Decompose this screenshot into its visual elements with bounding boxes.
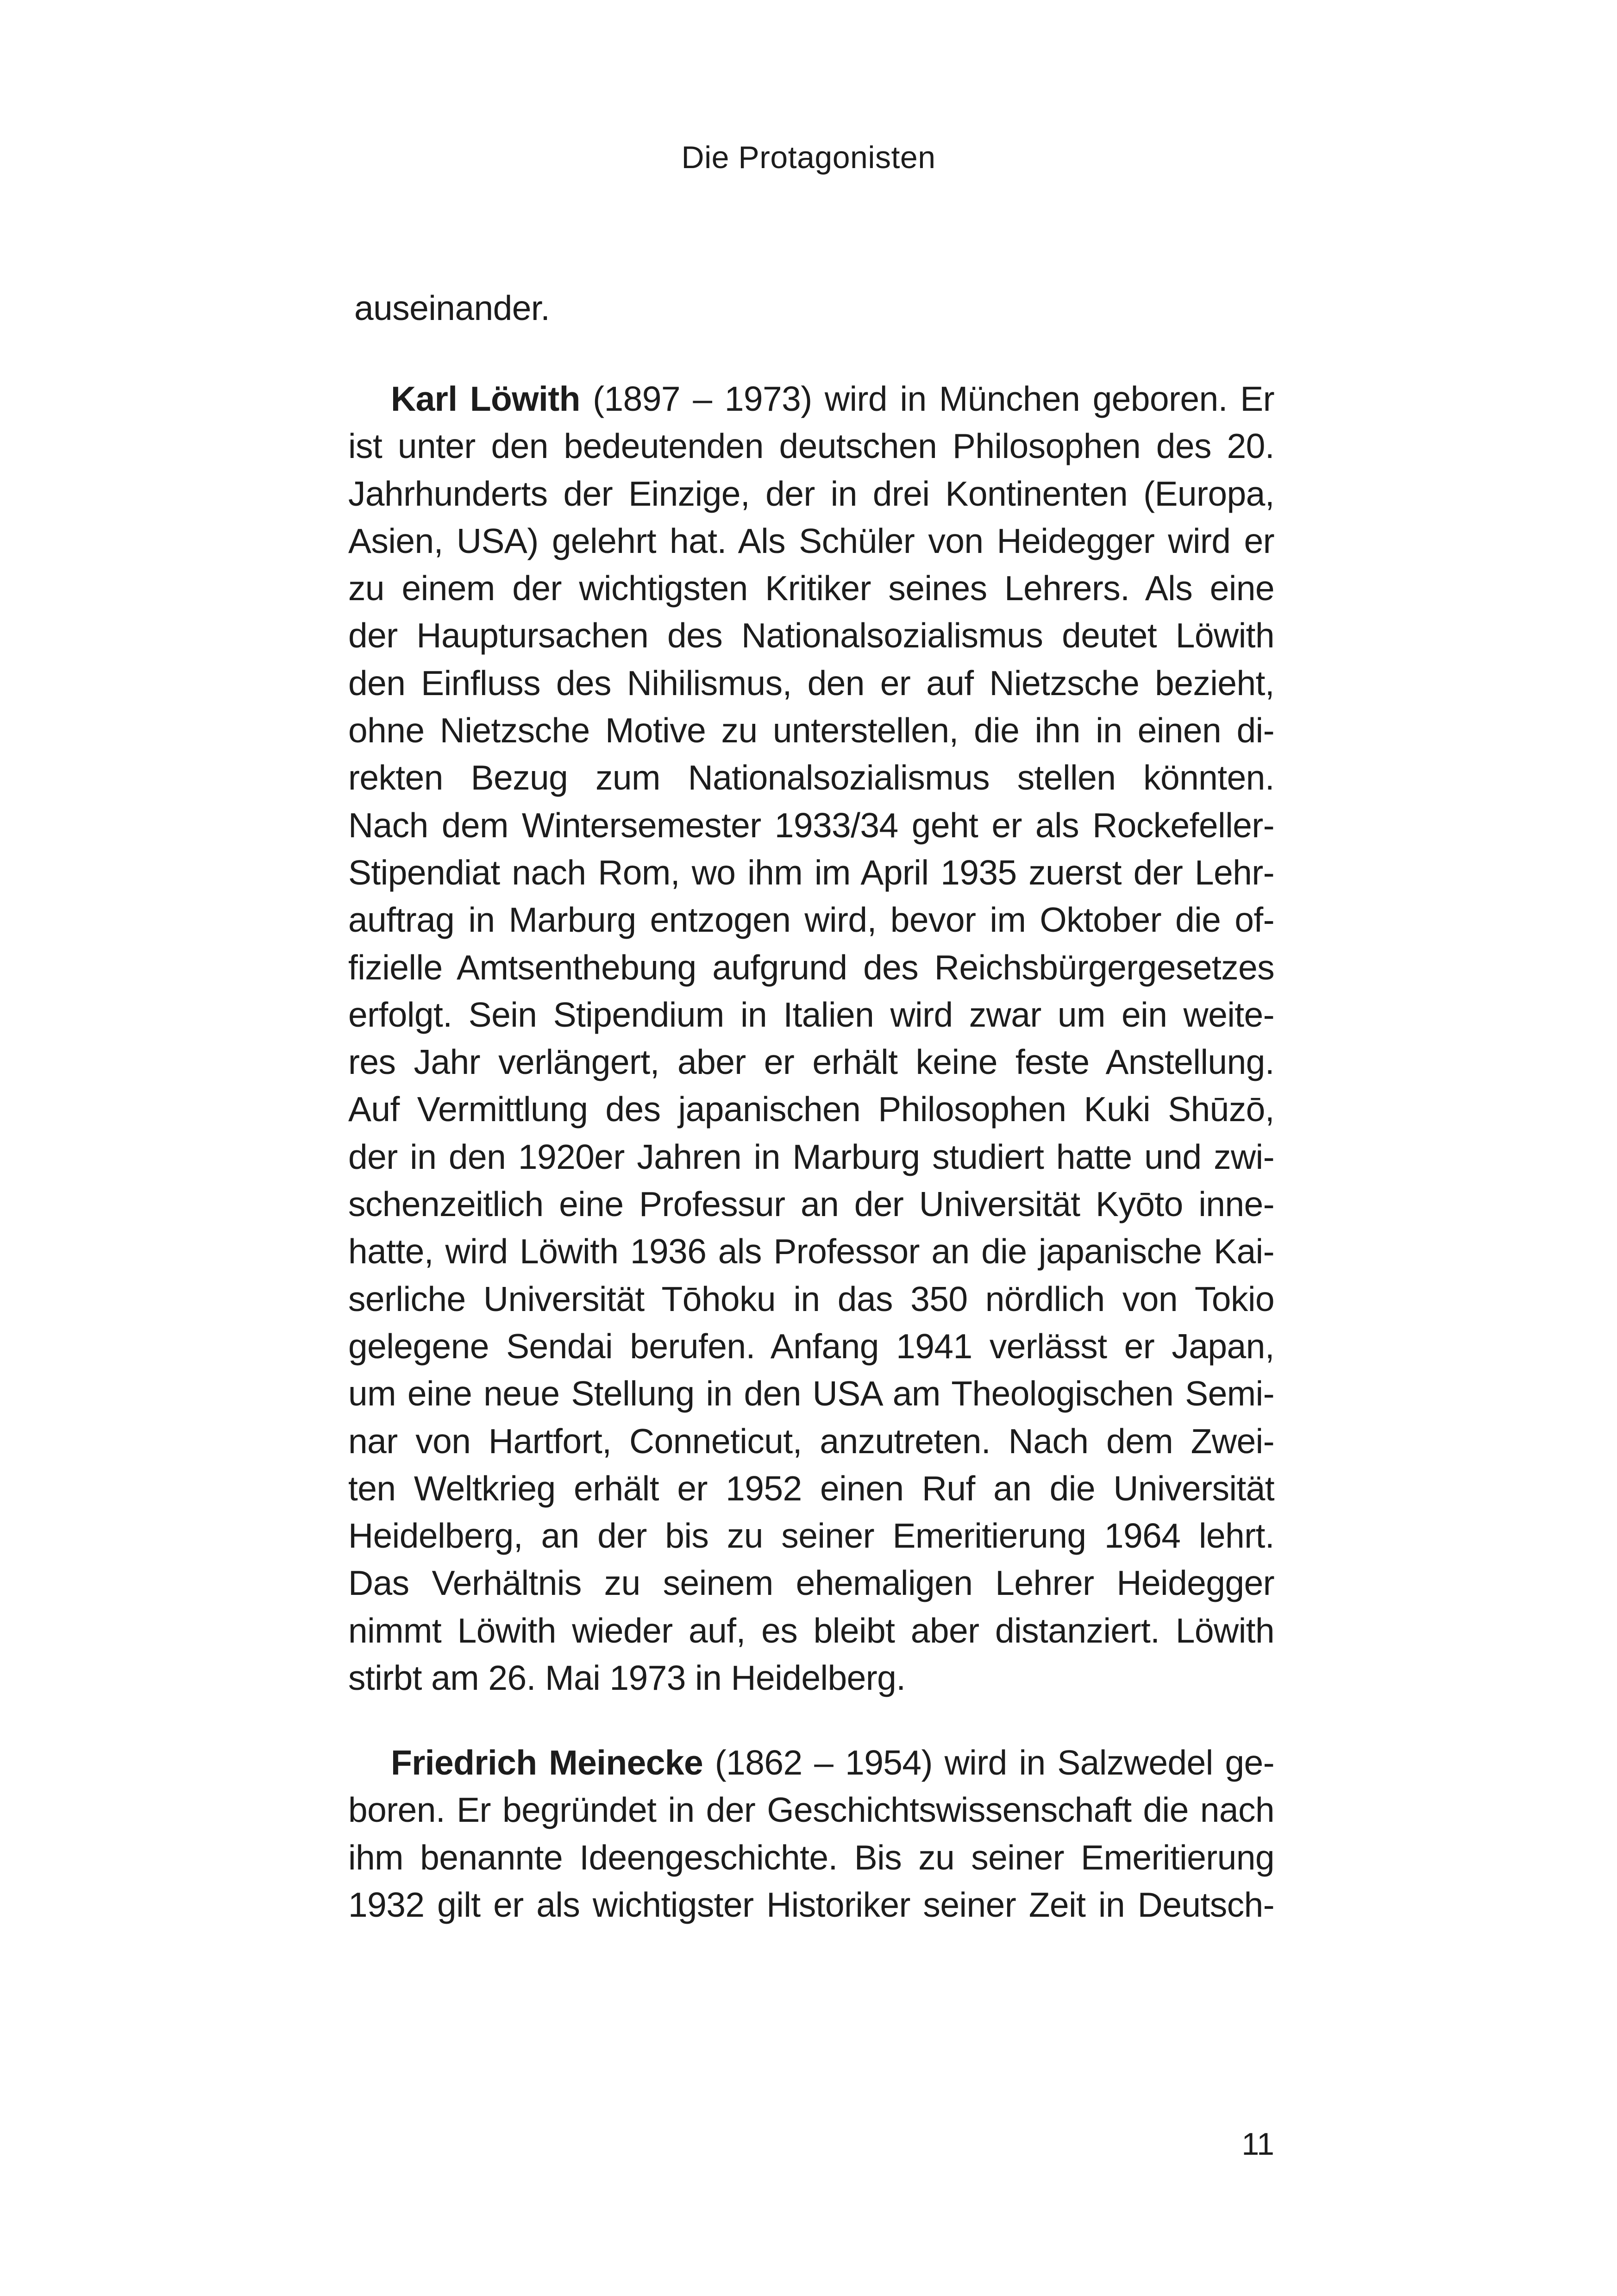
text-line: Stipendiat nach Rom, wo ihm im April 1935 zuerst der Lehr-: [348, 853, 1274, 892]
text-line: Auf Vermittlung des japanischen Philosophen Kuki Shūzō,: [348, 1090, 1274, 1129]
text-line: gelegene Sendai berufen. Anfang 1941 verlässt er Japan,: [348, 1326, 1274, 1366]
page-number: 11: [1241, 2127, 1274, 2162]
text-line: serliche Universität Tōhoku in das 350 nördlich von Tokio: [348, 1279, 1274, 1318]
text-line: auftrag in Marburg entzogen wird, bevor im Oktober die of-: [348, 900, 1274, 940]
paragraph-first-line: [348, 1739, 1274, 1786]
text-line: nimmt Löwith wieder auf, es bleibt aber distanziert. Löwith: [348, 1611, 1274, 1650]
text-line: der Hauptursachen des Nationalsozialismus deutet Löwith: [348, 616, 1274, 655]
text-line: schenzeitlich eine Professur an der Universität Kyōto inne-: [348, 1185, 1274, 1224]
paragraph-friedrich-meinecke: [348, 1739, 1274, 1928]
text-line: ten Weltkrieg erhält er 1952 einen Ruf an die Universität: [348, 1468, 1274, 1508]
continuation-text: auseinander.: [354, 289, 550, 327]
person-name-karl-loewith: Karl Löwith: [391, 379, 580, 418]
text-line: nar von Hartfort, Conneticut, anzutreten. Nach dem Zwei-: [348, 1421, 1274, 1461]
text-line: res Jahr verlängert, aber er erhält keine feste Anstellung.: [348, 1042, 1274, 1082]
text-line: der in den 1920er Jahren in Marburg studiert hatte und zwi-: [348, 1137, 1274, 1176]
text-line: Jahrhunderts der Einzige, der in drei Kontinenten (Europa,: [348, 474, 1274, 513]
text-line: ihm benannte Ideengeschichte. Bis zu seiner Emeritierung: [348, 1838, 1274, 1877]
paragraph-first-line: [348, 375, 1274, 422]
text-line: erfolgt. Sein Stipendium in Italien wird zwar um ein weite-: [348, 995, 1274, 1034]
text-line: Asien, USA) gelehrt hat. Als Schüler von Heidegger wird er: [348, 521, 1274, 560]
text-line: hatte, wird Löwith 1936 als Professor an die japanische Kai-: [348, 1232, 1274, 1271]
text-line: 1932 gilt er als wichtigster Historiker seiner Zeit in Deutsch-: [348, 1885, 1274, 1924]
text-line: Das Verhältnis zu seinem ehemaligen Lehrer Heidegger: [348, 1563, 1274, 1603]
text-line: ohne Nietzsche Motive zu unterstellen, die ihn in einen di-: [348, 711, 1274, 750]
text-line: ist unter den bedeutenden deutschen Philosophen des 20.: [348, 427, 1274, 466]
text-line: um eine neue Stellung in den USA am Theologischen Semi-: [348, 1374, 1274, 1413]
text-line: den Einfluss des Nihilismus, den er auf Nietzsche bezieht,: [348, 663, 1274, 703]
line-text: (1897 – 1973) wird in München geboren. Er: [580, 379, 1274, 418]
text-line: rekten Bezug zum Nationalsozialismus stellen könnten.: [348, 758, 1274, 797]
running-head: Die Protagonisten: [681, 140, 936, 175]
text-line-last: stirbt am 26. Mai 1973 in Heidelberg.: [348, 1658, 906, 1698]
text-line: fizielle Amtsenthebung aufgrund des Reichsbürgergesetzes: [348, 947, 1274, 987]
text-line: Heidelberg, an der bis zu seiner Emeritierung 1964 lehrt.: [348, 1516, 1274, 1556]
text-line: boren. Er begründet in der Geschichtswissenschaft die nach: [348, 1790, 1274, 1830]
text-line: Nach dem Wintersemester 1933/34 geht er als Rockefeller-: [348, 805, 1274, 845]
text-line: zu einem der wichtigsten Kritiker seines Lehrers. Als eine: [348, 569, 1274, 608]
line-text: (1862 – 1954) wird in Salzwedel ge-: [703, 1743, 1274, 1782]
person-name-friedrich-meinecke: Friedrich Meinecke: [391, 1743, 703, 1782]
paragraph-karl-loewith: [348, 375, 1274, 1701]
